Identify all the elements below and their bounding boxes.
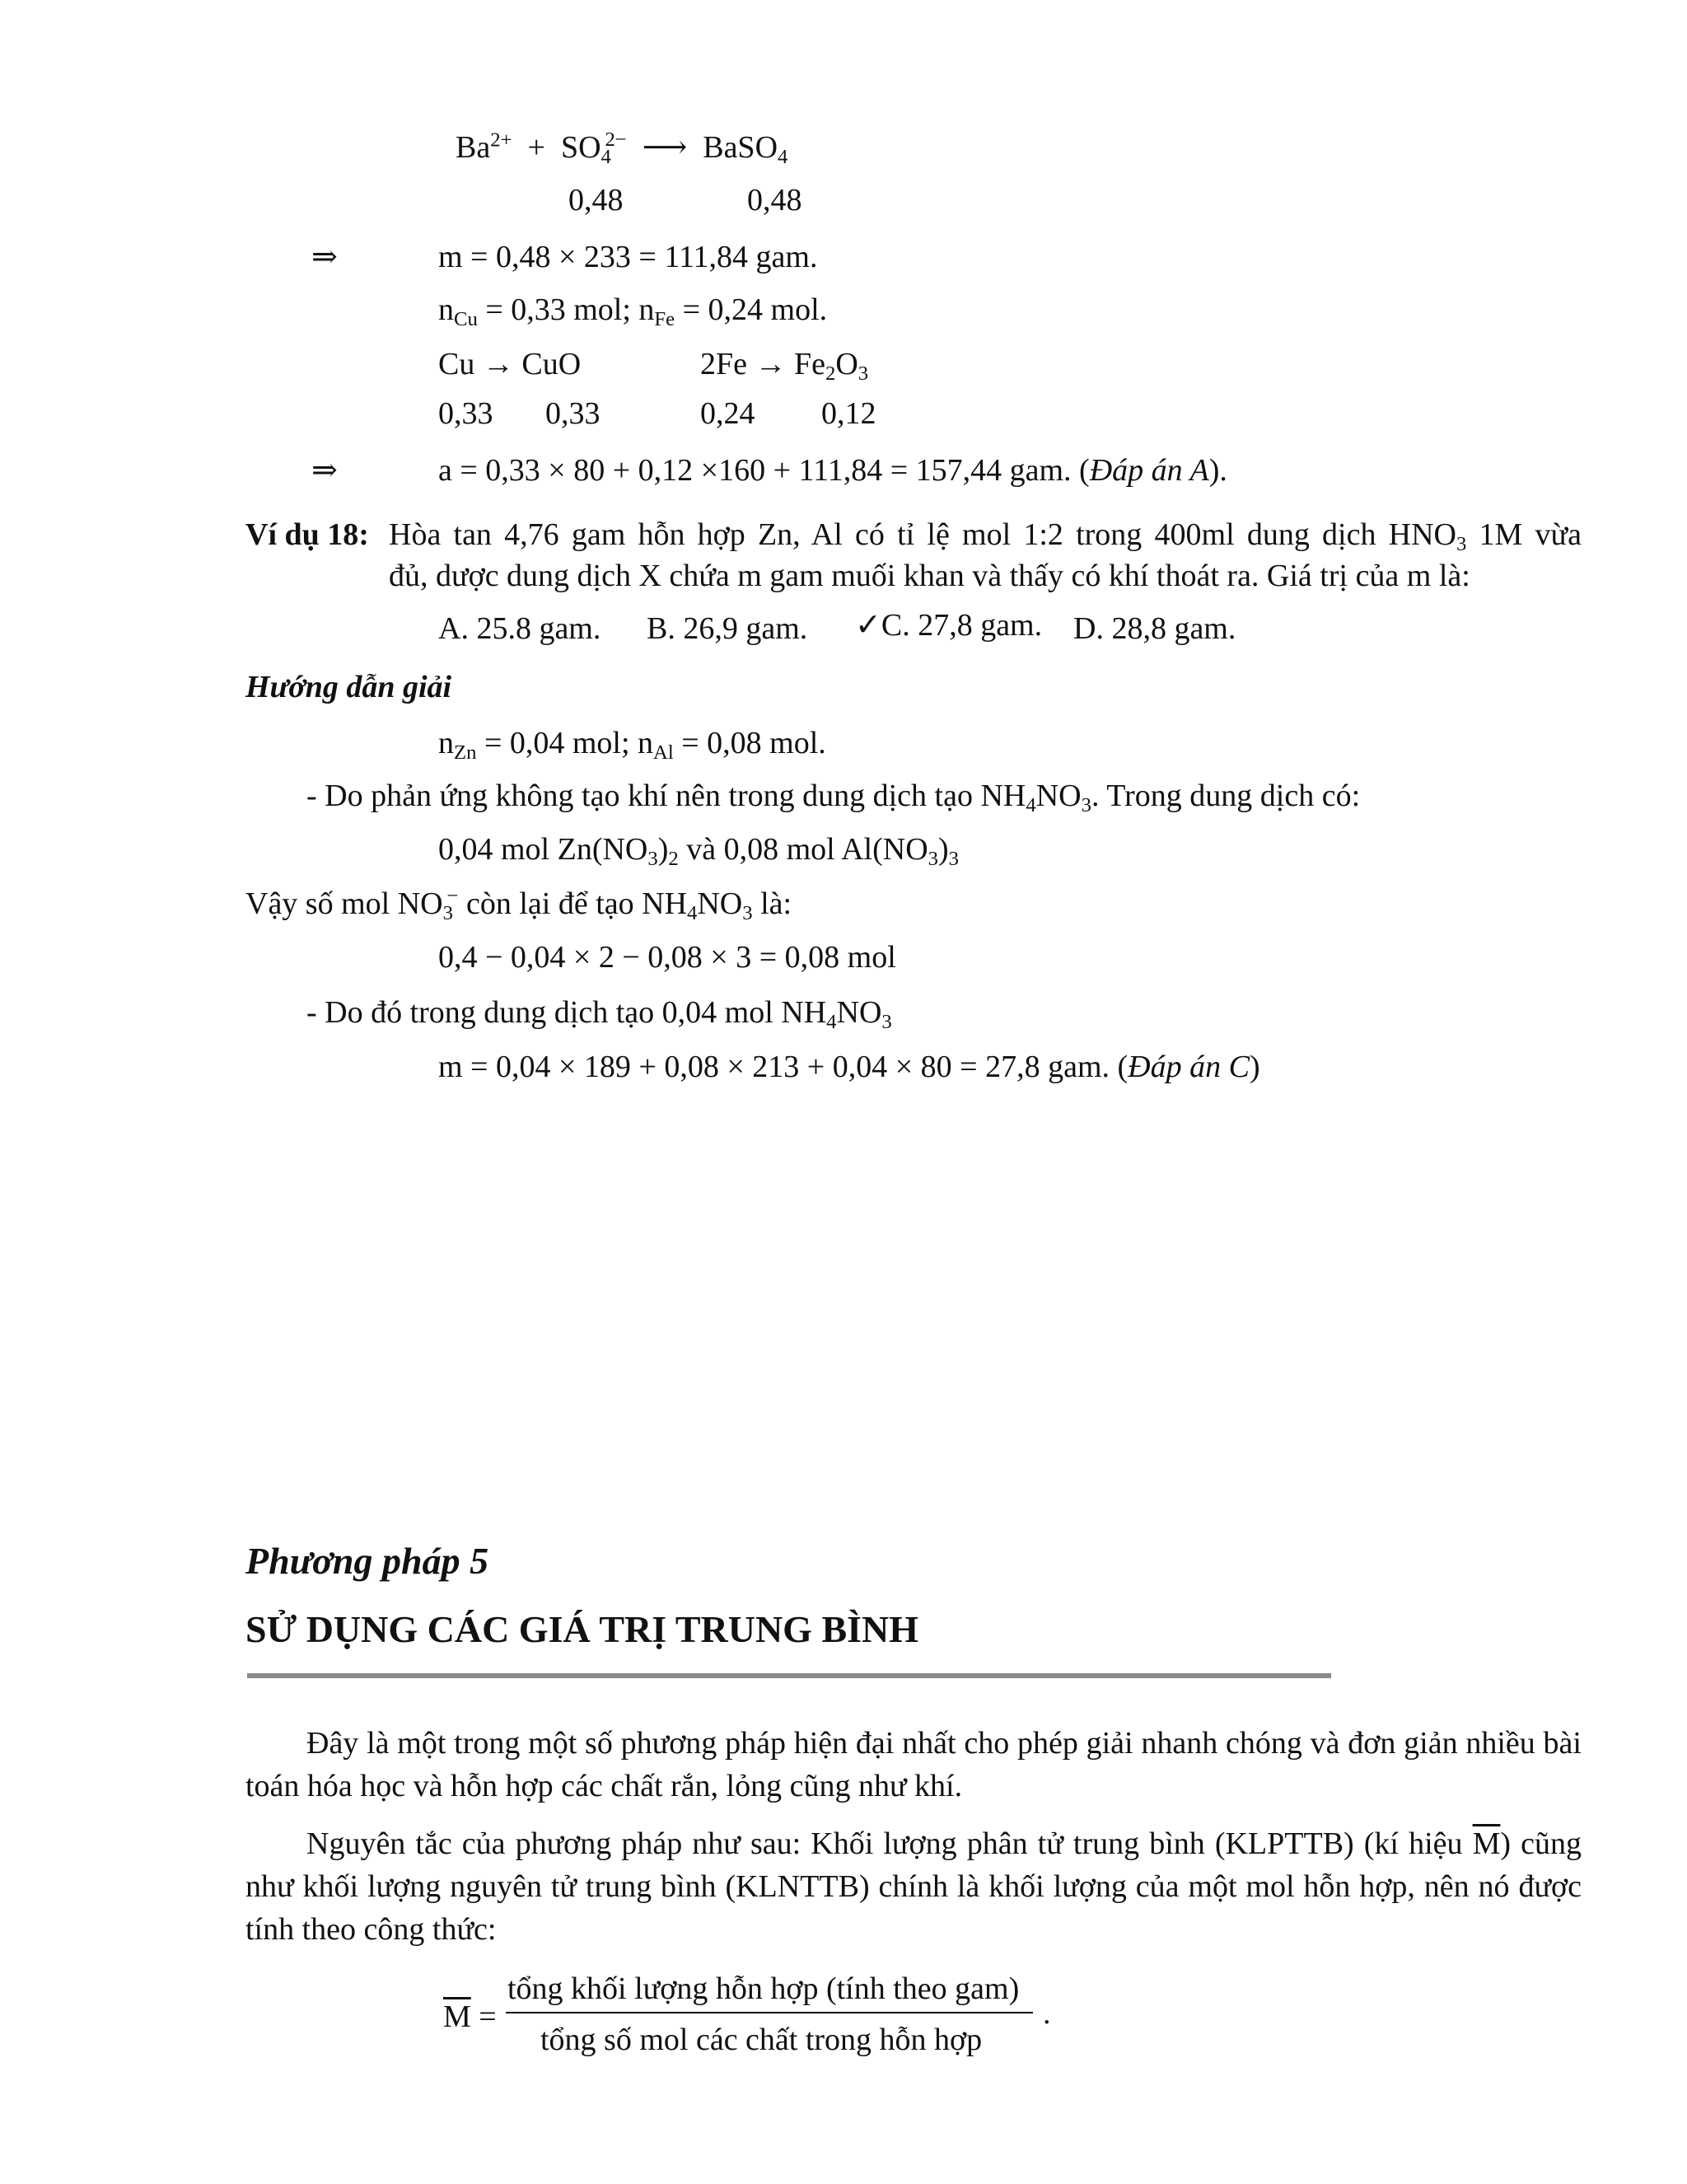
formula-numerator: tổng khối lượng hỗn hợp (tính theo gam) (507, 1971, 1020, 2006)
option-c: ✓C. 27,8 gam. (855, 608, 1043, 643)
heading-divider (247, 1673, 1331, 1678)
reaction-fe: $2Fe \to Fe_2O_3$ (700, 347, 869, 385)
example-label: Ví dụ 18: (245, 517, 369, 552)
fraction-bar (506, 2012, 1033, 2013)
solution-line: m = 0,04 × 189 + 0,08 × 213 + 0,04 × 80 = 27,8 gam. (Đáp án C) (438, 1050, 1260, 1084)
reaction-value: 0,33 (438, 396, 493, 431)
option-b: B. 26,9 gam. (647, 611, 808, 646)
reaction-cu: Cu → CuO (438, 347, 582, 381)
reaction-value: 0,24 (700, 396, 755, 431)
reaction-value: 0,48 (747, 183, 802, 217)
method-heading: SỬ DỤNG CÁC GIÁ TRỊ TRUNG BÌNH (245, 1608, 919, 1650)
example-text-line1: Hòa tan 4,76 gam hỗn hợp Zn, Al có tỉ lệ mol 1:2 trong 400ml dung dịch $HNO_3$ 1M vừa (389, 517, 1582, 555)
result-a: a = 0,33 × 80 + 0,12 ×160 + 111,84 = 157,44 gam. (Đáp án A). (438, 453, 1227, 488)
reaction-value: 0,33 (545, 396, 600, 431)
reaction-baso4: $Ba^{2+} + SO_4^{2-}$ ⟶ BaSO$_4$ (456, 129, 788, 168)
paragraph-2: Nguyên tắc của phương pháp như sau: Khối lượng phân tử trung bình (KLPTTB) (kí hiệu $\overline{M}$) cũng như khối lượng nguyên tử trung bình (KLNTTB) chính là khối lượng của một mol hỗn hợp, nên nó được tính theo công thức: (245, 1826, 1582, 1947)
solution-line: $n_{Zn} = 0,04$ mol; $n_{Al} = 0,08$ mol. (438, 726, 826, 764)
solution-line: - Do phản ứng không tạo khí nên trong dung dịch tạo $NH_4NO_3$. Trong dung dịch có: (306, 779, 1361, 816)
solution-heading: Hướng dẫn giải (245, 670, 452, 704)
example-text-line2: đủ, dược dung dịch X chứa m gam muối khan và thấy có khí thoát ra. Giá trị của m là: (389, 559, 1470, 593)
solution-line: 0,04 mol $Zn(NO_3)_2$ và 0,08 mol $Al(NO_3)_3$ (438, 832, 959, 870)
solution-line: 0,4 − 0,04 × 2 − 0,08 × 3 = 0,08 mol (438, 940, 896, 975)
mole-line: $n_{Cu} = 0,33$ mol; $n_{Fe} = 0,24$ mol. (438, 292, 828, 330)
average-mass-symbol: $\overline{M}$ (1472, 1826, 1501, 1861)
mass-calculation: m = 0,48 × 233 = 111,84 gam. (438, 240, 818, 274)
solution-line: - Do đó trong dung dịch tạo 0,04 mol $NH_4NO_3$ (306, 995, 892, 1033)
paragraph-1: Đây là một trong một số phương pháp hiện đại nhất cho phép giải nhanh chóng và đơn giản nhiều bài toán hóa học và hỗn hợp các chất rắn, lỏng cũng như khí. (245, 1726, 1582, 1803)
option-d: D. 28,8 gam. (1073, 611, 1236, 646)
formula-denominator: tổng số mol các chất trong hỗn hợp (540, 2023, 983, 2057)
method-title: Phương pháp 5 (245, 1540, 489, 1582)
option-a: A. 25.8 gam. (438, 611, 601, 646)
implies-icon: ⇒ (311, 240, 338, 274)
checkmark-icon: ✓ (855, 608, 881, 643)
reaction-arrow-icon: ⟶ (642, 130, 688, 165)
reaction-value: 0,48 (568, 183, 624, 217)
implies-icon: ⇒ (311, 453, 338, 488)
reaction-value: 0,12 (821, 396, 876, 431)
solution-line: Vậy số mol $NO_3^-$ còn lại để tạo $NH_4NO_3$ là: (245, 885, 792, 924)
